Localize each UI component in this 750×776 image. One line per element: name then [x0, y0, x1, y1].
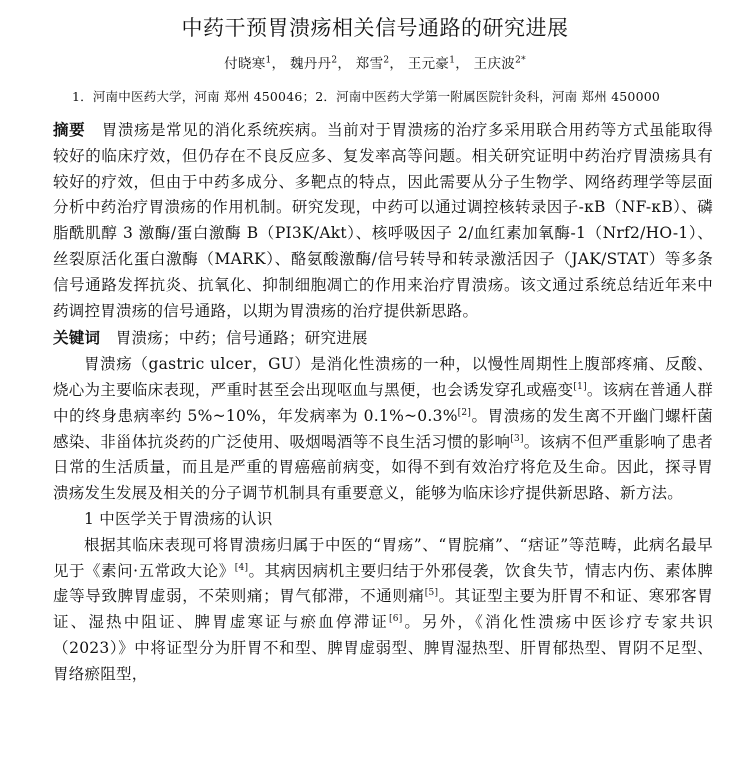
text-run: 胃溃疡（gastric ulcer，GU）是消化性溃疡的一种，以慢性周期性上腹部疼痛、反酸、烧心为主要临床表现，严重时甚至会出现呕血与黑便，也会诱发穿孔或癌变: [53, 355, 713, 399]
text-run: 。该病在普通人群中的终身患病率约 5%~10%，年发病率为 0.1%~0.3%: [53, 380, 713, 425]
abstract-text: 胃溃疡是常见的消化系统疾病。当前对于胃溃疡的治疗多采用联合用药等方式虽能取得较好的临床疗效，但仍存在不良反应多、复发率高等问题。相关研究证明中药治疗胃溃疡具有较好的疗效，但由于中药多成分、多靶点的特点，因此需要从分子生物学、网络药理学等层面分析中药治疗胃溃疡的作用机制。研究发现，中药可以通过调控核转录因子-κB（NF-κB）、磷脂酰肌醇 3 激酶/蛋白激酶 B（PI3K/Akt）、核呼吸因子 2/血红素加氧酶-1（Nrf2/HO-1）、丝裂原活化蛋白激酶（MARK）、酪氨酸激酶/信号转导和转录激活因子（JAK/STAT）等多条信号通路发挥抗炎、抗氧化、抑制细胞凋亡的作用来治疗胃溃疡。该文通过系统总结近年来中药调控胃溃疡的信号通路，以期为胃溃疡的治疗提供新思路。: [53, 121, 713, 320]
citation: [6]: [388, 613, 403, 624]
author-name: 付晓寒: [224, 56, 266, 72]
section-paragraph: [53, 533, 713, 688]
author-affiliation-mark: 2: [383, 55, 390, 66]
author-name: 王元豪: [407, 56, 450, 72]
author-name: 郑雪: [355, 56, 384, 72]
author-name: 魏丹丹: [289, 56, 332, 72]
author-affiliation-mark: 2*: [515, 55, 526, 66]
keywords-label: 关键词: [53, 329, 101, 348]
affiliations: 1．河南中医药大学，河南 郑州 450046；2．河南中医药大学第一附属医院针灸科，河南 郑州 450000: [72, 89, 661, 104]
author-affiliation-mark: 2: [331, 55, 338, 66]
author-affiliation-mark: 1: [265, 55, 272, 66]
keywords-text: 胃溃疡；中药；信号通路；研究进展: [115, 329, 368, 348]
author-list: 付晓寒$^1$， 魏丹丹$^2$， 郑雪$^2$， 王元豪$^1$， 王庆波$^{2*}$: [224, 55, 526, 72]
text-run: 。另外，《消化性溃疡中医诊疗专家共识（2023）》中将证型分为肝胃不和型、脾胃虚弱型、脾胃湿热型、肝胃郁热型、胃阴不足型、胃络瘀阻型，: [53, 613, 713, 683]
citation: [5]: [424, 588, 439, 599]
author-affiliation-mark: 1: [449, 55, 456, 66]
abstract: [53, 118, 713, 324]
abstract-label: 摘要: [53, 121, 86, 139]
text-run: 。胃溃疡的发生离不开幽门螺杆菌感染、非甾体抗炎药的广泛使用、吸烟喝酒等不良生活习惯的影响: [53, 406, 713, 451]
keywords: [53, 326, 713, 352]
author-name: 王庆波: [473, 56, 516, 72]
text-run: 。其病因病机主要归结于外邪侵袭，饮食失节，情志内伤、素体脾虚等导致脾胃虚弱，不荣则痛；胃气郁滞，不通则痛: [53, 561, 713, 606]
text-run: 。其证型主要为肝胃不和证、寒邪客胃证、湿热中阻证、脾胃虚寒证与瘀血停滞证: [53, 587, 713, 632]
citation: [3]: [510, 433, 524, 444]
intro-paragraph: [53, 352, 713, 507]
citation: [1]: [573, 381, 587, 392]
text-run: 。该病不但严重影响了患者日常的生活质量，而且是严重的胃癌癌前病变，如得不到有效治疗将危及生命。因此，探寻胃溃疡发生发展及相关的分子调节机制具有重要意义，能够为临床诊疗提供新思路、新方法。: [53, 432, 713, 503]
text-run: 根据其临床表现可将胃溃疡归属于中医的“胃疡”、“胃脘痛”、“痞证”等范畴，此病名最早见于《素问·五常政大论》: [53, 535, 713, 580]
citation: [2]: [457, 407, 472, 418]
paper-body: [53, 118, 713, 688]
section-heading: 1 中医学关于胃溃疡的认识: [84, 509, 273, 528]
citation: [4]: [234, 562, 249, 573]
paper-title: 中药干预胃溃疡相关信号通路的研究进展: [181, 16, 569, 40]
